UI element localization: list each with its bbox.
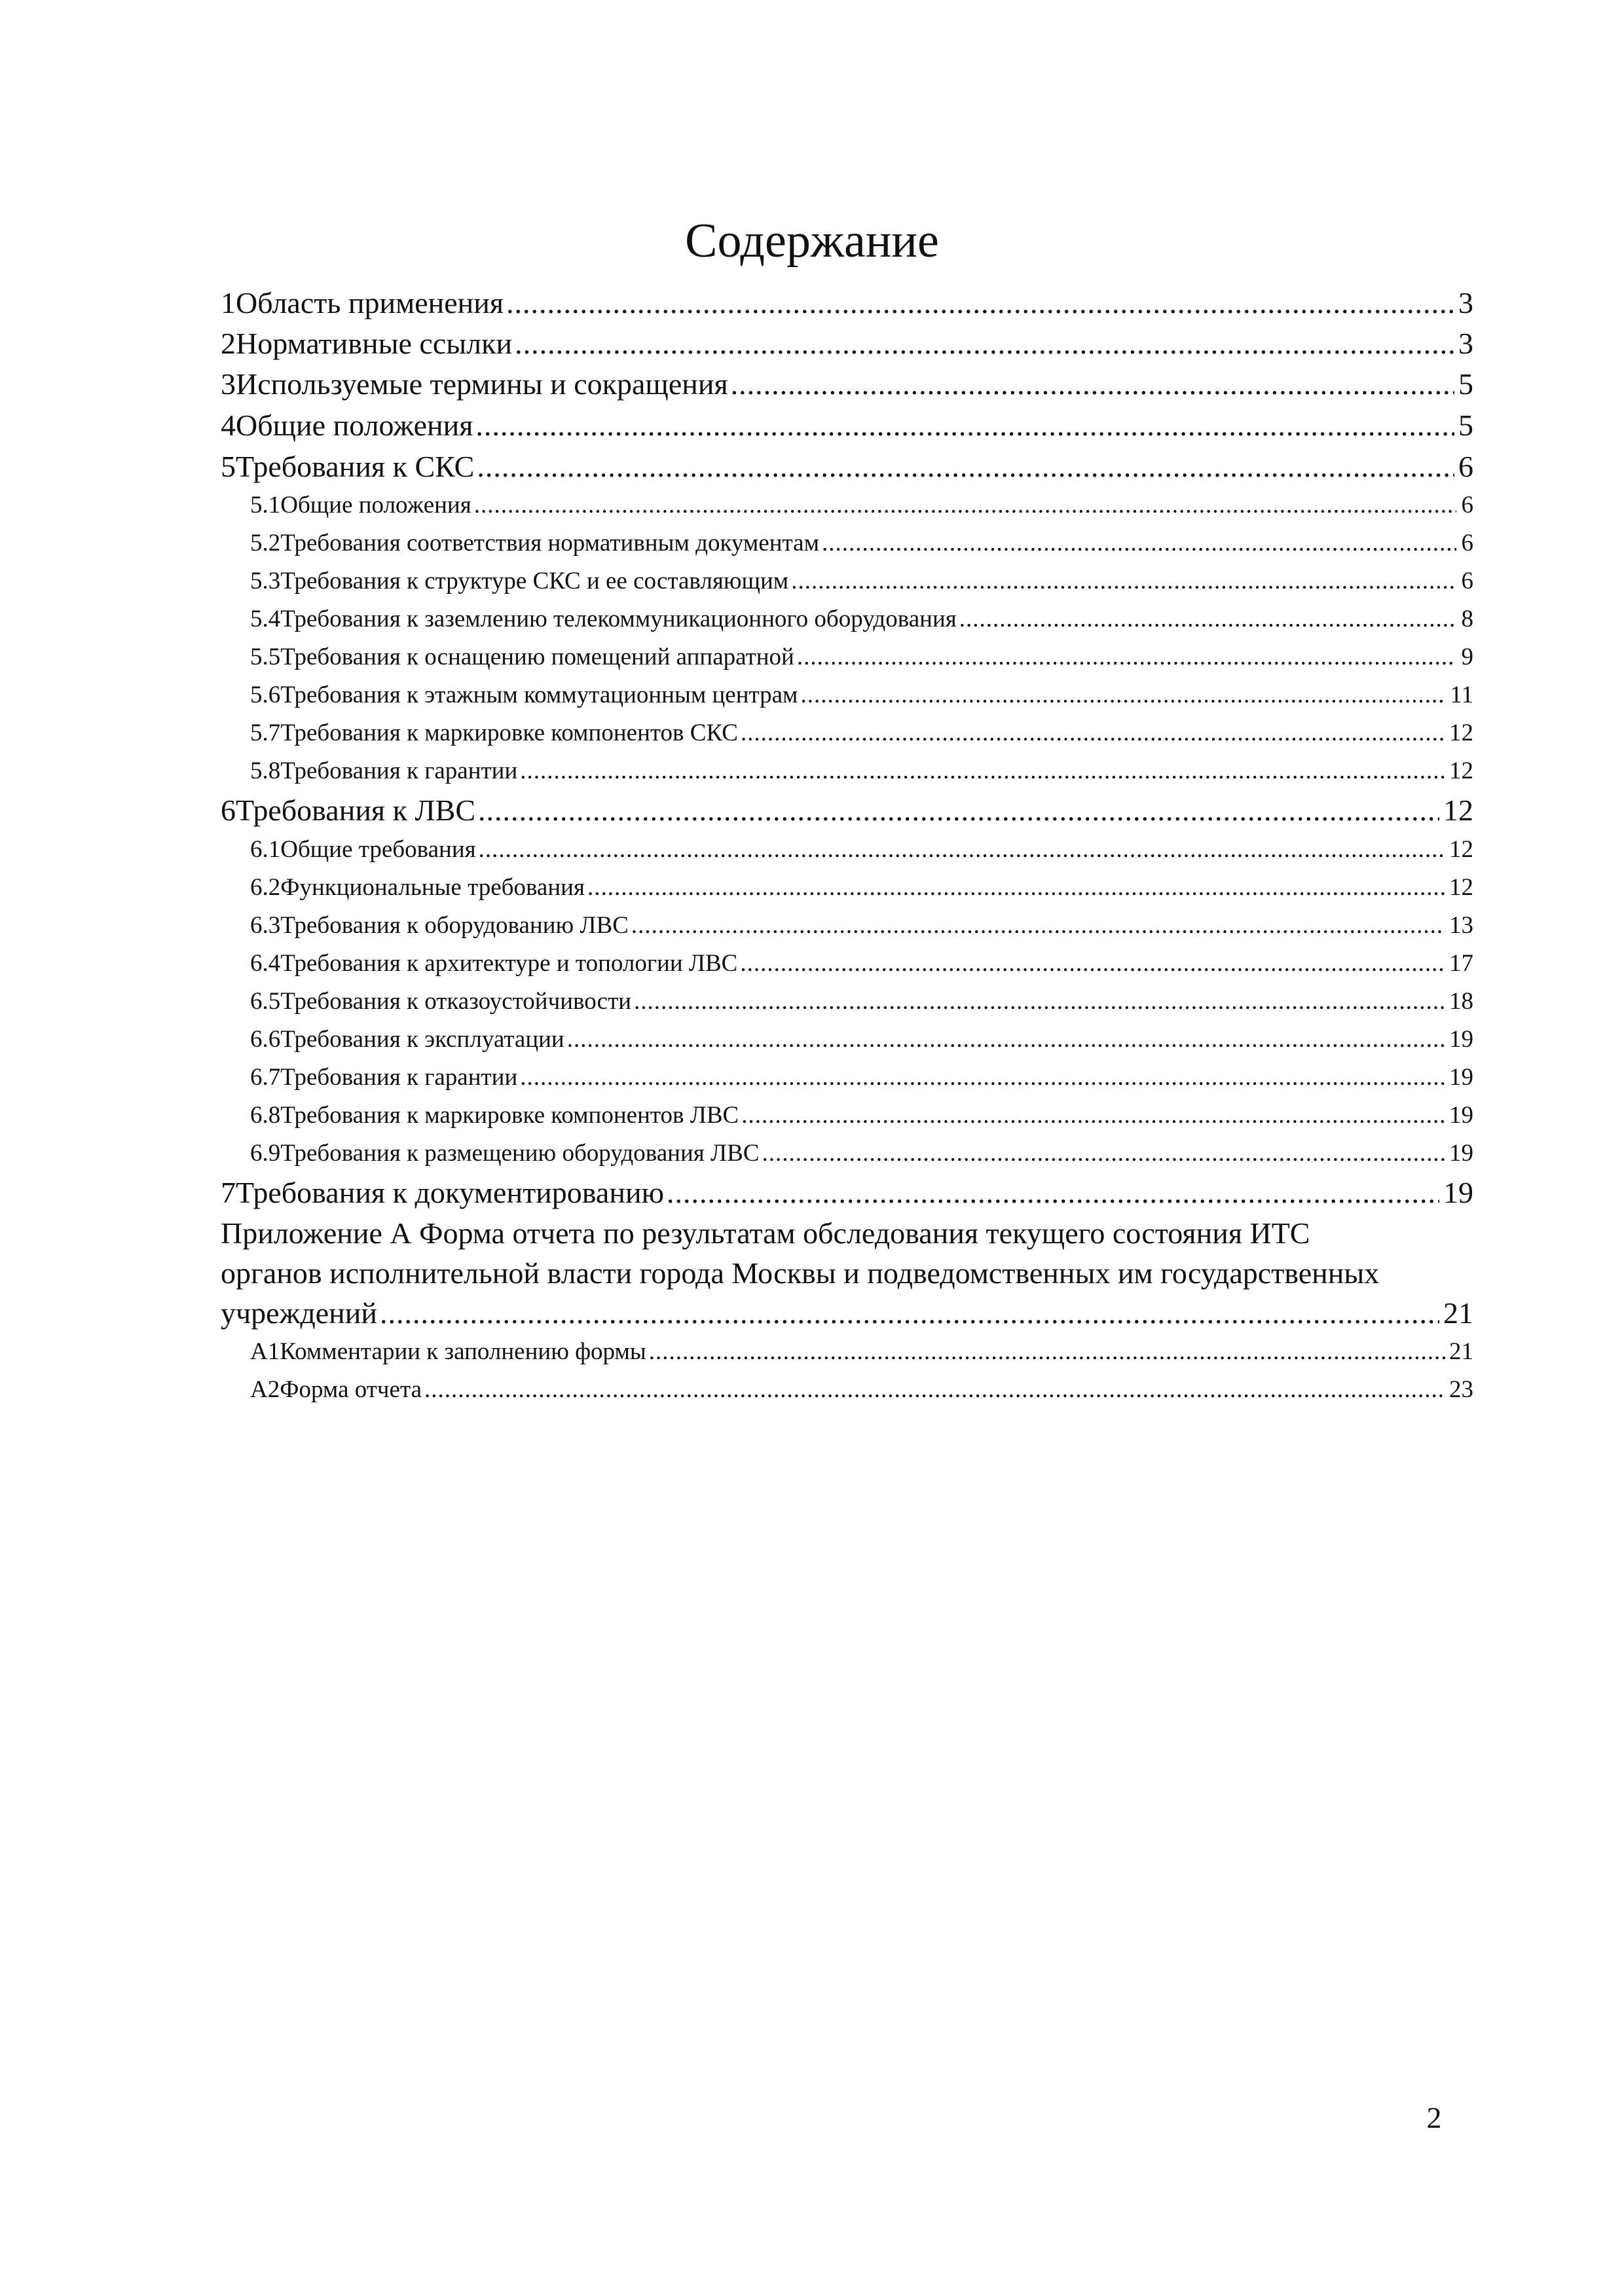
toc-entry-number: 6.8	[250, 1102, 281, 1129]
toc-entry-label: Требования к этажным коммутационным центрам	[280, 682, 798, 708]
dot-leader	[762, 1135, 1445, 1173]
toc-entry-number: 6.9	[250, 1140, 281, 1167]
toc-entry-number: А2	[250, 1376, 280, 1403]
toc-entry-appendix[interactable]	[221, 1294, 1473, 1333]
toc-entry-number: А1	[250, 1338, 280, 1365]
toc-entry-page: 21	[1443, 1296, 1473, 1330]
dot-leader	[631, 907, 1445, 945]
toc-entry[interactable]	[221, 365, 1473, 404]
toc-entry-label: Требования к документированию	[236, 1176, 664, 1209]
toc-entry-label: Общие положения	[236, 409, 473, 442]
toc-entry-number: 6.6	[250, 1026, 281, 1053]
toc-entry-label: учреждений	[221, 1296, 378, 1330]
toc-entry-label: Требования к ЛВС	[236, 793, 476, 827]
toc-entry-label: Нормативные ссылки	[236, 327, 513, 360]
toc-entry-number: 6.5	[250, 988, 281, 1015]
toc-entry-label: Требования соответствия нормативным документам	[280, 530, 820, 556]
toc-entry-number: 3	[221, 367, 236, 401]
toc-entry-label: Требования к маркировке компонентов СКС	[280, 720, 738, 746]
toc-entry[interactable]	[221, 283, 1473, 323]
toc-entry-number: 6	[221, 793, 236, 827]
page-title: Содержание	[685, 214, 939, 268]
toc-entry[interactable]	[250, 752, 1473, 790]
dot-leader	[634, 983, 1445, 1021]
toc-entry-number: 5.5	[250, 644, 281, 670]
toc-entry-page: 23	[1449, 1376, 1473, 1403]
toc-entry-page: 17	[1449, 950, 1473, 977]
toc-entry-page: 12	[1449, 874, 1473, 901]
toc-entry-page: 11	[1450, 682, 1473, 708]
dot-leader	[474, 486, 1456, 524]
toc-entry-label: Требования к гарантии	[280, 757, 518, 784]
dot-leader	[475, 406, 1454, 445]
toc-entry[interactable]	[250, 1059, 1473, 1097]
toc-entry[interactable]	[250, 638, 1473, 676]
dot-leader	[959, 600, 1456, 638]
toc-entry-label: Комментарии к заполнению формы	[280, 1338, 646, 1365]
toc-entry-label: Общие требования	[280, 836, 476, 863]
page-number: 2	[1426, 2101, 1442, 2134]
toc-entry-number: 6.4	[250, 950, 281, 977]
dot-leader	[822, 524, 1456, 562]
toc-entry-number: 1	[221, 286, 236, 319]
toc-entry[interactable]	[250, 907, 1473, 945]
toc-entry-number: 7	[221, 1176, 236, 1209]
toc-entry[interactable]	[221, 447, 1473, 486]
toc-entry-number: 6.2	[250, 874, 281, 901]
toc-entry-page: 9	[1461, 644, 1473, 670]
toc-entry-page: 6	[1461, 492, 1473, 519]
toc-entry[interactable]	[250, 1097, 1473, 1135]
toc-entry-number: 5	[221, 450, 236, 483]
toc-entry-label: Общие положения	[280, 492, 471, 519]
toc-entry-page: 19	[1449, 1064, 1473, 1091]
dot-leader	[567, 1021, 1445, 1059]
toc-entry[interactable]	[250, 486, 1473, 524]
toc-entry-label: Требования к размещению оборудования ЛВС	[280, 1140, 760, 1167]
dot-leader	[424, 1371, 1445, 1409]
dot-leader	[506, 283, 1454, 323]
toc-entry-page: 21	[1449, 1338, 1473, 1365]
toc-entry-number: 5.3	[250, 568, 281, 594]
toc-entry-page: 19	[1449, 1026, 1473, 1053]
appendix-title-line-1[interactable]: Приложение А Форма отчета по результатам обследования текущего состояния ИТС	[221, 1216, 1310, 1250]
toc-entry-label: Область применения	[236, 286, 504, 319]
toc-entry-label: Функциональные требования	[280, 874, 585, 901]
dot-leader	[380, 1294, 1439, 1333]
appendix-title-line-2[interactable]: органов исполнительной власти города Москвы и подведомственных им государственных	[221, 1256, 1380, 1290]
toc-entry[interactable]	[250, 1021, 1473, 1059]
dot-leader	[477, 447, 1454, 486]
toc-entry-page: 5	[1458, 409, 1473, 442]
toc-entry-page: 6	[1461, 530, 1473, 556]
toc-entry-page: 5	[1458, 367, 1473, 401]
toc-entry-page: 18	[1449, 988, 1473, 1015]
toc-entry[interactable]	[221, 406, 1473, 445]
toc-entry[interactable]	[221, 791, 1473, 830]
toc-entry[interactable]	[250, 869, 1473, 907]
dot-leader	[587, 869, 1445, 907]
toc-entry-number: 6.1	[250, 836, 281, 863]
toc-entry[interactable]	[250, 1371, 1473, 1409]
toc-entry[interactable]	[250, 562, 1473, 600]
toc-entry-number: 5.6	[250, 682, 281, 708]
dot-leader	[520, 752, 1445, 790]
dot-leader	[520, 1059, 1445, 1097]
toc-entry[interactable]	[250, 1333, 1473, 1371]
toc-entry-label: Требования к эксплуатации	[280, 1026, 564, 1053]
toc-entry[interactable]	[250, 600, 1473, 638]
toc-entry[interactable]	[250, 945, 1473, 983]
toc-entry-page: 13	[1449, 912, 1473, 939]
toc-entry[interactable]	[250, 524, 1473, 562]
dot-leader	[515, 324, 1454, 363]
dot-leader	[479, 831, 1445, 869]
toc-entry-label: Форма отчета	[280, 1376, 422, 1403]
toc-entry-label: Требования к оборудованию ЛВС	[280, 912, 629, 939]
toc-entry[interactable]	[221, 324, 1473, 363]
toc-entry-page: 6	[1458, 450, 1473, 483]
toc-entry-label: Требования к архитектуре и топологии ЛВС	[280, 950, 738, 977]
toc-entry-number: 5.7	[250, 720, 281, 746]
toc-entry[interactable]	[221, 1173, 1473, 1212]
toc-entry-page: 3	[1458, 286, 1473, 319]
toc-entry-page: 6	[1461, 568, 1473, 594]
dot-leader	[741, 714, 1445, 752]
toc-entry-number: 4	[221, 409, 236, 442]
toc-entry[interactable]	[250, 676, 1473, 714]
dot-leader	[791, 562, 1456, 600]
toc-entry-number: 5.2	[250, 530, 281, 556]
toc-entry-number: 2	[221, 327, 236, 360]
toc-entry-page: 12	[1449, 757, 1473, 784]
dot-leader	[740, 945, 1445, 983]
toc-entry-label: Требования к структуре СКС и ее составляющим	[280, 568, 789, 594]
dot-leader	[797, 638, 1456, 676]
toc-entry-page: 19	[1443, 1176, 1473, 1209]
dot-leader	[741, 1097, 1445, 1135]
toc-entry[interactable]	[250, 831, 1473, 869]
toc-entry-number: 6.7	[250, 1064, 281, 1091]
toc-entry-page: 19	[1449, 1140, 1473, 1167]
dot-leader	[800, 676, 1446, 714]
dot-leader	[649, 1333, 1445, 1371]
toc-entry-label: Требования к оснащению помещений аппаратной	[280, 644, 794, 670]
toc-entry-label: Требования к маркировке компонентов ЛВС	[280, 1102, 739, 1129]
toc-entry-label: Требования к гарантии	[280, 1064, 518, 1091]
toc-entry-page: 3	[1458, 327, 1473, 360]
toc-entry-page: 12	[1449, 836, 1473, 863]
dot-leader	[667, 1173, 1439, 1212]
toc-entry-number: 5.1	[250, 492, 281, 519]
toc-entry-label: Требования к отказоустойчивости	[280, 988, 632, 1015]
toc-entry-page: 19	[1449, 1102, 1473, 1129]
toc-entry-number: 5.4	[250, 606, 281, 632]
toc-entry[interactable]	[250, 1135, 1473, 1173]
toc-entry-page: 8	[1461, 606, 1473, 632]
toc-entry-label: Требования к СКС	[236, 450, 475, 483]
toc-entry[interactable]	[250, 714, 1473, 752]
toc-entry[interactable]	[250, 983, 1473, 1021]
dot-leader	[731, 365, 1454, 404]
dot-leader	[478, 791, 1439, 830]
toc-entry-label: Используемые термины и сокращения	[236, 367, 728, 401]
toc-entry-number: 6.3	[250, 912, 281, 939]
toc-entry-page: 12	[1449, 720, 1473, 746]
toc-entry-label: Требования к заземлению телекоммуникационного оборудования	[280, 606, 957, 632]
toc-entry-number: 5.8	[250, 757, 281, 784]
toc-entry-page: 12	[1443, 793, 1473, 827]
